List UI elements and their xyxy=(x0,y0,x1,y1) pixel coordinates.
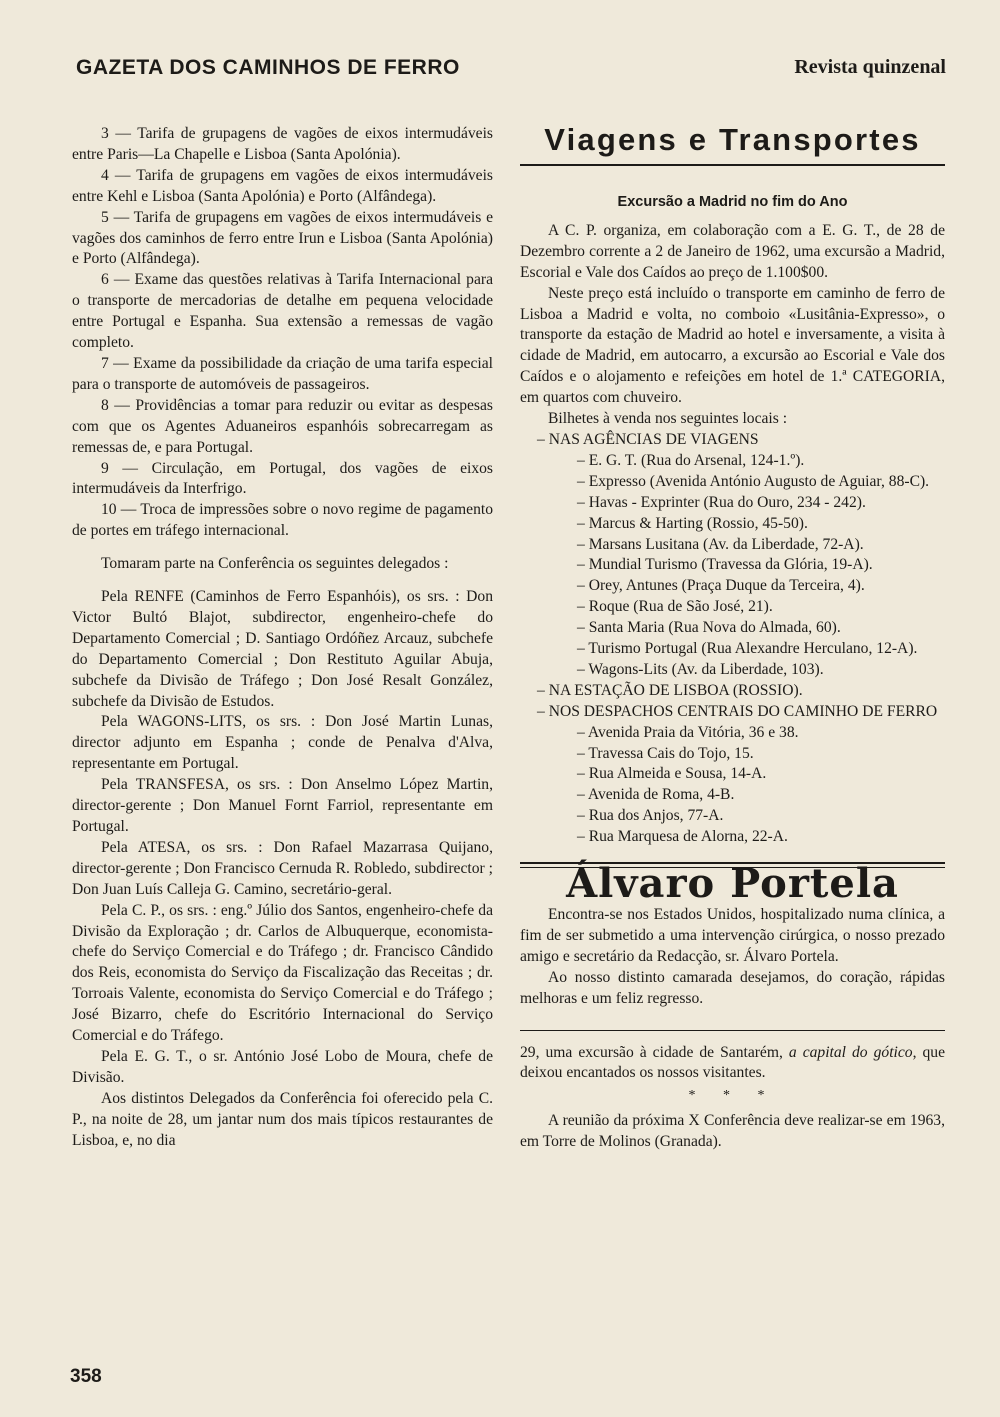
list-item: – Roque (Rua de São José, 21). xyxy=(577,598,773,616)
list-item: – Santa Maria (Rua Nova do Almada, 60). xyxy=(577,619,841,637)
title-rule xyxy=(520,164,945,166)
left-column xyxy=(72,124,493,1152)
group-station: – NA ESTAÇÃO DE LISBOA (ROSSIO). xyxy=(537,681,803,699)
agenda-item-5: 5 — Tarifa de grupagens em vagões de eixos intermudáveis e vagões dos caminhos de ferro entre Irun e Lisboa (Santa Apolónia) e Porto (Alfândega). xyxy=(72,208,493,268)
portela-paragraph-1: Encontra-se nos Estados Unidos, hospitalizado numa clínica, a fim de ser submetido a uma intervenção cirúrgica, o nosso prezado amigo e secretário da Redacção, sr. Álvaro Portela. xyxy=(520,906,945,965)
excursion-paragraph-1: A C. P. organiza, em colaboração com a E. G. T., de 28 de Dezembro corrente a 2 de Janeiro de 1962, uma excursão a Madrid, Escorial e Vale dos Caídos ao preço de 1.100$00. xyxy=(520,221,945,281)
list-item: – E. G. T. (Rua do Arsenal, 124-1.º). xyxy=(577,451,805,469)
delegates-transfesa: Pela TRANSFESA, os srs. : Don Anselmo López Martin, director-gerente ; Don Manuel Fornt Farriol, representante em Portugal. xyxy=(72,776,493,835)
list-item: – Travessa Cais do Tojo, 15. xyxy=(577,744,754,762)
list-item: – Orey, Antunes (Praça Duque da Terceira, 4). xyxy=(577,577,865,595)
portela-title: Álvaro Portela xyxy=(566,860,899,908)
list-item: – Rua Almeida e Sousa, 14-A. xyxy=(577,765,767,783)
page-header xyxy=(76,56,946,90)
continuation-italic: a capital do gótico xyxy=(788,1043,913,1061)
journal-subtitle: Revista quinzenal xyxy=(794,56,946,78)
section-title: Viagens e Transportes xyxy=(544,122,921,157)
journal-title: GAZETA DOS CAMINHOS DE FERRO xyxy=(76,56,460,79)
list-item: – Rua dos Anjos, 77-A. xyxy=(577,807,724,825)
delegates-egt: Pela E. G. T., o sr. António José Lobo de Moura, chefe de Divisão. xyxy=(72,1047,493,1086)
delegates-wagons-lits: Pela WAGONS-LITS, os srs. : Don José Martin Lunas, director adjunto em Espanha ; conde de Penalva d'Alva, representante em Portugal. xyxy=(72,713,493,773)
group-agencies: – NAS AGÊNCIAS DE VIAGENS xyxy=(537,430,759,448)
delegates-intro: Tomaram parte na Conferência os seguintes delegados : xyxy=(101,555,449,573)
continuation-text-end: , que deixou encantados os nossos visitantes. xyxy=(520,1043,945,1082)
excursion-paragraph-2: Neste preço está incluído o transporte em caminho de ferro de Lisboa a Madrid e volta, no comboio «Lusitânia-Expresso», o transporte da estação de Madrid ao hotel e inversamente, a visita à cidade de Madrid, em autocarro, a excursão ao Escorial e Vale dos Caídos e o alojamento e refeições em hotel de 1.ª CATEGORIA, em quartos com chuveiro. xyxy=(520,284,945,407)
delegates-renfe: Pela RENFE (Caminhos de Ferro Espanhóis), os srs. : Don Victor Bultó Blajot, subdirector, engenheiro-chefe do Departamento Comercial ; D. Santiago Ordóñez Arcauz, subchefe do Departamento Comercial ; Don Restituto Aguilar Abuja, subchefe da Divisão de Tráfego ; Don José Resalt González, subchefe da Divisão de Estudos. xyxy=(72,588,493,710)
agenda-item-4: 4 — Tarifa de grupagens em vagões de eixos intermudáveis entre Kehl e Lisboa (Santa Apolónia) e Porto (Alfândega). xyxy=(72,166,493,205)
list-item: – Expresso (Avenida António Augusto de Aguiar, 88-C). xyxy=(577,472,930,490)
agenda-item-3: 3 — Tarifa de grupagens de vagões de eixos intermudáveis entre Paris—La Chapelle e Lisboa (Santa Apolónia). xyxy=(72,125,493,163)
delegates-atesa: Pela ATESA, os srs. : Don Rafael Mazarrasa Quijano, director-gerente ; Don Francisco Cernuda R. Robledo, subdirector ; Don Juan Luís Calleja G. Camino, secretário-geral. xyxy=(72,838,493,898)
page-number: 358 xyxy=(70,1366,102,1387)
continuation-divider xyxy=(520,1030,945,1031)
continuation-paragraph xyxy=(520,1043,945,1085)
list-item: – Mundial Turismo (Travessa da Glória, 19-A). xyxy=(577,556,873,574)
delegates-cp: Pela C. P., os srs. : eng.º Júlio dos Santos, engenheiro-chefe da Divisão da Exploração ; dr. Carlos de Albuquerque, economista-chefe do Serviço Comercial e do Tráfego ; dr. Francisco Cândido dos Reis, economista do Serviço da Fiscalização das Receitas ; dr. Torroais Valente, economista do Serviço Comercial e do Tráfego ; José Bizarro, chefe do Escritório Internacional do Serviço Comercial e do Tráfego. xyxy=(72,901,493,1045)
ticket-locations xyxy=(520,430,945,848)
list-item: – Marsans Lusitana (Av. da Liberdade, 72-A). xyxy=(577,535,864,553)
next-conference-paragraph: A reunião da próxima X Conferência deve realizar-se em 1963, em Torre de Molinos (Granada). xyxy=(520,1112,945,1151)
agenda-item-8: 8 — Providências a tomar para reduzir ou evitar as despesas com que os Agentes Aduaneiros espanhóis sobrecarregam as remessas de, e para Portugal. xyxy=(72,396,493,456)
tickets-intro: Bilhetes à venda nos seguintes locais : xyxy=(548,410,788,428)
portela-paragraph-2: Ao nosso distinto camarada desejamos, do coração, rápidas melhoras e um feliz regresso. xyxy=(520,968,945,1007)
list-item: – Rua Marquesa de Alorna, 22-A. xyxy=(577,828,788,846)
dinner-paragraph: Aos distintos Delegados da Conferência foi oferecido pela C. P., na noite de 28, um jantar num dos mais típicos restaurantes de Lisboa, e, no dia xyxy=(72,1089,493,1149)
agenda-item-7: 7 — Exame da possibilidade da criação de uma tarifa especial para o transporte de automóveis de passageiros. xyxy=(72,354,493,393)
group-dispatches: – NOS DESPACHOS CENTRAIS DO CAMINHO DE FERRO xyxy=(537,702,938,720)
section-stars: * * * xyxy=(688,1088,777,1104)
excursion-heading: Excursão a Madrid no fim do Ano xyxy=(617,194,848,210)
agenda-item-10: 10 — Troca de impressões sobre o novo regime de pagamento de portes em tráfego internacional. xyxy=(72,501,493,540)
agenda-item-6: 6 — Exame das questões relativas à Tarifa Internacional para o transporte de mercadorias de detalhe em pequena velocidade entre Portugal e Espanha. Sua extensão a remessas de vagão completo. xyxy=(72,271,493,352)
continuation-text-start: 29, uma excursão à cidade de Santarém, xyxy=(520,1043,789,1061)
agenda-item-9: 9 — Circulação, em Portugal, dos vagões de eixos intermudáveis da Interfrigo. xyxy=(72,459,493,498)
list-item: – Marcus & Harting (Rossio, 45-50). xyxy=(577,514,808,532)
list-item: – Turismo Portugal (Rua Alexandre Herculano, 12-A). xyxy=(577,640,918,658)
list-item: – Wagons-Lits (Av. da Liberdade, 103). xyxy=(577,660,824,678)
list-item: – Havas - Exprinter (Rua do Ouro, 234 - 242). xyxy=(577,493,866,511)
list-item: – Avenida Praia da Vitória, 36 e 38. xyxy=(577,723,799,741)
list-item: – Avenida de Roma, 4-B. xyxy=(577,786,735,804)
right-column xyxy=(520,120,945,1153)
